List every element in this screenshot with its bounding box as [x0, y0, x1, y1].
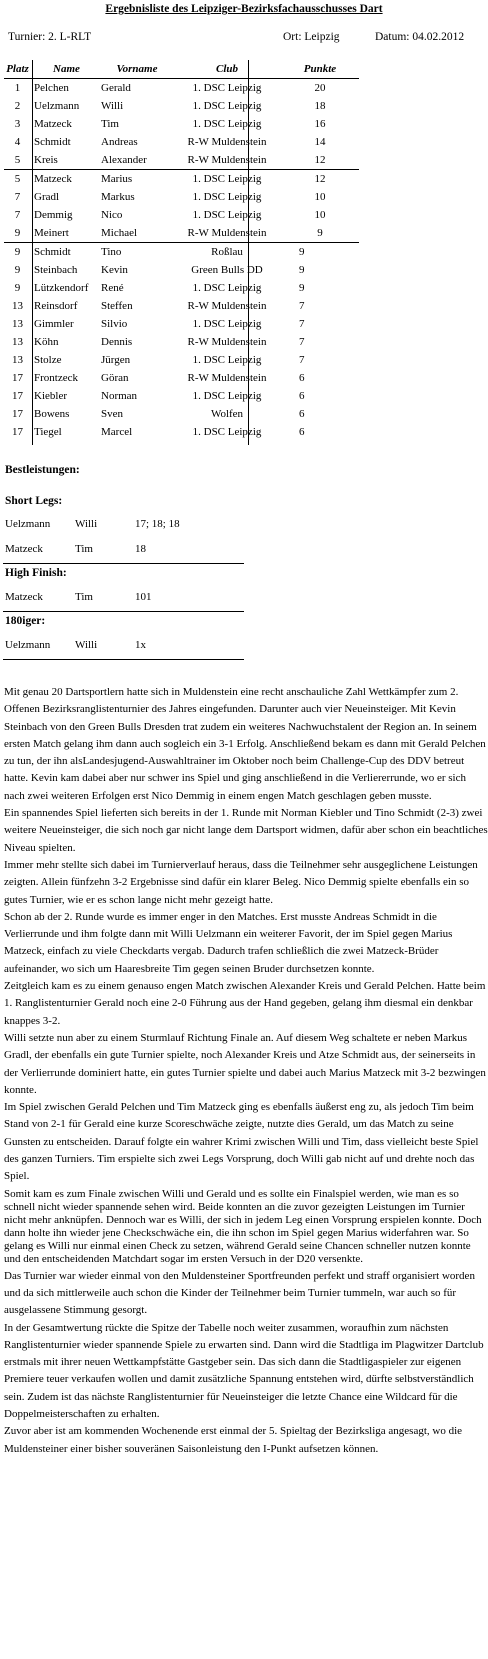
table-row: [4, 151, 359, 170]
cell-punkte: 12: [314, 154, 326, 166]
cell-punkte: 7: [299, 318, 305, 330]
cell-punkte: 9: [317, 227, 323, 239]
table-row: [4, 188, 359, 206]
cell-vorname: Silvio: [101, 318, 128, 330]
cell-platz: 17: [12, 408, 23, 420]
column-header-name: Name: [31, 60, 99, 79]
article-paragraph: Willi setzte nun aber zu einem Sturmlauf Richtung Finale an. Auf diesem Weg schaltete er neben Markus Gradl, der ebenfalls ein gute Turnier spielte, noch Alexander Kreis und Atze Schmidt aus, der seinerseits in der Verlierrunde dominiert hatte, ein gutes Turnier spielte und dabei auch Marius Matzeck mit 3-2 bezwingen konnte.: [4, 1031, 486, 1096]
cell-punkte: 7: [299, 336, 305, 348]
cell-punkte: 16: [314, 118, 326, 130]
cell-club: 1. DSC Leipzig: [192, 118, 262, 130]
section-divider: [3, 563, 244, 564]
table-row: [4, 423, 359, 441]
cell-vorname: Gerald: [101, 82, 131, 94]
cell-club: 1. DSC Leipzig: [192, 282, 262, 294]
cell-club: 1. DSC Leipzig: [192, 191, 262, 203]
cell-club: 1. DSC Leipzig: [192, 426, 262, 438]
cell-punkte: 6: [299, 408, 305, 420]
article-paragraph: Somit kam es zum Finale zwischen Willi und Gerald und es sollte ein Finalspiel werden, wie man es so schnell nicht wieder spannende sehen wird. Beide konnten an die zuvor gezeigten Leistungen im Turnier nicht mehr anknüpfen. Dennoch war es Willi, der sich in jedem Leg einen Vorsprung erspielen konnte. Doch dann holte ihn wieder jene Checkschwäche ein, die ihn schon im Spiel gegen Marius widerfahren war. So gelang es Willi nur einmal einen Check zu setzen, während Gerald seine Chancen schneller nutzen konnte und den entscheidenden Matchdart sogar im ersten Versuch in der D20 versenkte.: [4, 1187, 482, 1265]
best-vorname: Willi: [75, 639, 98, 651]
table-row: [4, 297, 359, 315]
cell-name: Schmidt: [34, 136, 71, 148]
best-name: Matzeck: [5, 591, 43, 603]
cell-punkte: 9: [299, 282, 305, 294]
cell-vorname: Tino: [99, 243, 173, 262]
cell-club: R-W Muldenstein: [187, 227, 267, 239]
best-name: Uelzmann: [5, 518, 51, 530]
cell-vorname: Jürgen: [101, 354, 131, 366]
table-row: [4, 206, 359, 224]
cell-name: Schmidt: [31, 243, 99, 262]
article-paragraph: Immer mehr stellte sich dabei im Turnierverlauf heraus, dass die Teilnehmer sehr ausgeglichene Leistungen zeigten. Allein fünfzehn 3-2 Ergebnisse sind dafür ein klarer Beleg. Nico Demmig spielte ebenfalls ein so gutes Turnier, wie er es schon lange nicht mehr gezeigt hatte.: [4, 858, 478, 906]
cell-name: Matzeck: [31, 170, 99, 189]
section-divider: [3, 611, 244, 612]
cell-club: 1. DSC Leipzig: [192, 318, 262, 330]
best-value: 101: [135, 591, 152, 603]
cell-vorname: Kevin: [101, 264, 128, 276]
cell-name: Pelchen: [34, 82, 69, 94]
cell-club: 1. DSC Leipzig: [192, 82, 262, 94]
best-vorname: Tim: [75, 591, 93, 603]
table-row: [4, 79, 359, 98]
cell-punkte: 6: [299, 426, 305, 438]
cell-club: R-W Muldenstein: [187, 336, 267, 348]
cell-punkte: 18: [314, 100, 326, 112]
cell-punkte: 12: [281, 170, 359, 189]
cell-vorname: Marcel: [101, 426, 133, 438]
cell-platz: 9: [14, 282, 21, 294]
cell-name: Kiebler: [34, 390, 67, 402]
report-article: [4, 684, 488, 1458]
cell-name: Uelzmann: [34, 100, 80, 112]
cell-punkte: 20: [314, 82, 326, 94]
best-vorname: Willi: [75, 518, 98, 530]
column-header-punkte: Punkte: [281, 60, 359, 79]
cell-club: Wolfen: [210, 408, 244, 420]
cell-club: R-W Muldenstein: [187, 136, 267, 148]
cell-name: Tiegel: [34, 426, 62, 438]
table-row: [4, 351, 359, 369]
cell-platz: 13: [12, 336, 23, 348]
table-row: [4, 224, 359, 243]
cell-club: 1. DSC Leipzig: [192, 100, 262, 112]
table-row: [4, 133, 359, 151]
cell-punkte: 9: [299, 264, 305, 276]
table-row: [4, 315, 359, 333]
article-paragraph: Zeitgleich kam es zu einem genauso engen Match zwischen Alexander Kreis und Gerald Pelchen. Hatte beim 1. Ranglistenturnier Gerald noch eine 2-0 Führung aus der Hand gegeben, gelang ihm diesmal ein denkbar knappes 3-2.: [4, 980, 486, 1027]
cell-vorname: Tim: [101, 118, 119, 130]
cell-platz: 13: [12, 354, 23, 366]
cell-vorname: Göran: [101, 372, 129, 384]
cell-name: Meinert: [34, 227, 69, 239]
cell-platz: 13: [12, 300, 23, 312]
results-table: [4, 60, 359, 441]
section-divider: [3, 659, 244, 660]
cell-platz: 4: [14, 136, 21, 148]
cell-platz: 13: [12, 318, 23, 330]
table-row: [4, 243, 359, 262]
max-180-heading: 180iger:: [5, 615, 46, 627]
cell-name: Stolze: [34, 354, 62, 366]
cell-club: R-W Muldenstein: [187, 372, 267, 384]
bestleistungen-heading: Bestleistungen:: [5, 464, 80, 476]
cell-vorname: Alexander: [101, 154, 147, 166]
table-row: [4, 279, 359, 297]
table-row: [4, 333, 359, 351]
table-header-row: [4, 60, 359, 79]
cell-platz: 9: [4, 243, 31, 262]
cell-platz: 7: [14, 209, 21, 221]
cell-punkte: 7: [299, 354, 305, 366]
date-label: Datum: 04.02.2012: [375, 31, 465, 43]
location-label: Ort: Leipzig: [283, 31, 340, 43]
cell-name: Demmig: [34, 209, 73, 221]
cell-platz: 2: [14, 100, 21, 112]
cell-punkte: 14: [314, 136, 326, 148]
column-header-platz: Platz: [4, 60, 31, 79]
article-paragraph: Ein spannendes Spiel lieferten sich bereits in der 1. Runde mit Norman Kiebler und Tino Schmidt (2-3) zwei weitere Neueinsteiger, die sich noch gar nicht lange dem Dartsport widmen, dafür aber schon ein beachtliches Niveau spielten.: [4, 807, 488, 854]
table-row: [4, 405, 359, 423]
high-finish-heading: High Finish:: [5, 567, 67, 579]
cell-platz: 17: [12, 390, 23, 402]
best-value: 1x: [135, 639, 146, 651]
cell-vorname: Nico: [101, 209, 123, 221]
cell-club: 1. DSC Leipzig: [192, 209, 262, 221]
cell-name: Köhn: [34, 336, 59, 348]
cell-punkte: 6: [299, 372, 305, 384]
best-vorname: Tim: [75, 543, 93, 555]
cell-club: R-W Muldenstein: [187, 154, 267, 166]
table-row: [4, 97, 359, 115]
cell-vorname: René: [101, 282, 124, 294]
cell-platz: 17: [12, 372, 23, 384]
article-paragraph: Das Turnier war wieder einmal von den Muldensteiner Sportfreunden perfekt und straff organisiert worden und da sich mittlerweile auch schon die Kinder der Teilnehmer beim Turnier tummeln, war auch so für ausgelassene Stimmung gesorgt.: [4, 1269, 475, 1317]
cell-name: Gradl: [34, 191, 60, 203]
article-paragraph: Zuvor aber ist am kommenden Wochenende erst einmal der 5. Spieltag der Bezirksliga angesagt, wo die Muldensteiner einer bisher souveränen Saisonleistung den I-Punkt aufsetzen können.: [4, 1425, 463, 1455]
article-paragraph: Mit genau 20 Dartsportlern hatte sich in Muldenstein eine recht anschauliche Zahl Wettkämpfer zum 2. Offenen Bezirksranglistenturnier des Jahres eingefunden. Darunter auch vier Neueinsteiger. Mit Kevin Steinbach von den Green Bulls Dresden trat zudem ein weiteres Nachwuchstalent der Region an. In seinem ersten Match gelang ihm dann auch sogleich ein 3-1 Erfolg. Anschließend bekam es dann mit Gerald Pelchen zu tun, der ihn alsLandesjugend-Auswahltrainer im Oktober noch beim Challenge-Cup des DDV betreut hatte. Kevin kam dabei aber nur schwer ins Spiel und ging anschließend in die Verliererrunde, wo er sich nach zwei weiteren Erfolgen erst Nico Demmig in einem engen Match geschlagen geben musste.: [4, 686, 486, 802]
cell-platz: 5: [14, 154, 21, 166]
cell-club: 1. DSC Leipzig: [173, 170, 281, 189]
column-header-vorname: Vorname: [99, 60, 173, 79]
document-title: Ergebnisliste des Leipziger-Bezirksfachausschusses Dart: [105, 3, 383, 15]
table-row: [4, 170, 359, 189]
cell-vorname: Michael: [101, 227, 138, 239]
cell-platz: 9: [14, 227, 21, 239]
cell-club: 1. DSC Leipzig: [192, 354, 262, 366]
cell-vorname: Sven: [101, 408, 123, 420]
tournament-label: Turnier: 2. L-RLT: [8, 31, 92, 43]
cell-name: Gimmler: [34, 318, 74, 330]
best-value: 17; 18; 18: [135, 518, 180, 530]
cell-name: Lützkendorf: [34, 282, 89, 294]
cell-platz: 17: [12, 426, 23, 438]
cell-punkte: 6: [299, 390, 305, 402]
cell-vorname: Willi: [101, 100, 124, 112]
cell-punkte: 9: [281, 243, 359, 262]
cell-punkte: 10: [314, 209, 326, 221]
cell-platz: 5: [4, 170, 31, 189]
article-paragraph: In der Gesamtwertung rückte die Spitze der Tabelle noch weiter zusammen, woraufhin zum nächsten Ranglistenturnier wieder spannende Spiele zu erwarten sind. Dann wird die Stadtliga im Plagwitzer Dartclub erstmals mit ihrer neuen Wettkampfstätte Gastgeber sein. Das sich dann die Stadtligaspieler zur eigenen Premiere teuer verkaufen wollen und damit zusätzliche Spannung entstehen wird, dürfte selbstverständlich sein. Zudem ist das nächste Ranglistenturnier für Neueinsteiger die letzte Chance eine Wildcard für die Doppelmeisterschaften zu erhalten.: [4, 1321, 484, 1420]
table-row: [4, 387, 359, 405]
cell-name: Kreis: [34, 154, 58, 166]
cell-name: Matzeck: [34, 118, 72, 130]
short-legs-heading: Short Legs:: [5, 495, 63, 507]
cell-club: 1. DSC Leipzig: [192, 390, 262, 402]
cell-club: Roßlau: [173, 243, 281, 262]
cell-name: Bowens: [34, 408, 70, 420]
cell-platz: 1: [14, 82, 21, 94]
best-name: Uelzmann: [5, 639, 51, 651]
cell-name: Steinbach: [34, 264, 78, 276]
cell-platz: 7: [14, 191, 21, 203]
cell-club: R-W Muldenstein: [187, 300, 267, 312]
cell-platz: 9: [14, 264, 21, 276]
table-row: [4, 115, 359, 133]
cell-vorname: Norman: [101, 390, 138, 402]
cell-vorname: Steffen: [101, 300, 133, 312]
article-paragraph: Schon ab der 2. Runde wurde es immer enger in den Matches. Erst musste Andreas Schmidt in die Verlierrunde und ihm folgte dann mit Willi Uelzmann ein weiterer Favorit, der im Spiel gegen Marius Matzeck, einfach zu viele Checkdarts vergab. Dadurch trafen schließlich die zwei Matzeck-Brüder aufeinander, wo sich um Haaresbreite Tim gegen seinen Bruder durchsetzen konnte.: [4, 910, 453, 975]
cell-punkte: 7: [299, 300, 305, 312]
cell-vorname: Markus: [101, 191, 135, 203]
cell-name: Frontzeck: [34, 372, 78, 384]
cell-vorname: Andreas: [101, 136, 138, 148]
table-row: [4, 369, 359, 387]
cell-name: Reinsdorf: [34, 300, 78, 312]
table-row: [4, 261, 359, 279]
best-name: Matzeck: [5, 543, 43, 555]
article-paragraph: Im Spiel zwischen Gerald Pelchen und Tim Matzeck ging es ebenfalls äußerst eng zu, als jedoch Tim beim Stand von 2-1 für Gerald eine kurze Scoreschwäche zeigte, nutzte dies Gerald, um das Match zu seine Gunsten zu entscheiden. Darauf folgte ein wahrer Krimi zwischen Willi und Tim, dass vielleicht beste Spiel des ganzen Turniers. Tim erspielte sich zwei Legs Vorsprung, doch Willi gab nicht auf und drehte noch das Spiel.: [4, 1101, 479, 1183]
column-header-club: Club: [173, 60, 281, 79]
cell-vorname: Dennis: [101, 336, 133, 348]
cell-punkte: 10: [314, 191, 326, 203]
cell-club: Green Bulls DD: [191, 264, 263, 276]
best-value: 18: [135, 543, 146, 555]
cell-vorname: Marius: [99, 170, 173, 189]
cell-platz: 3: [14, 118, 21, 130]
